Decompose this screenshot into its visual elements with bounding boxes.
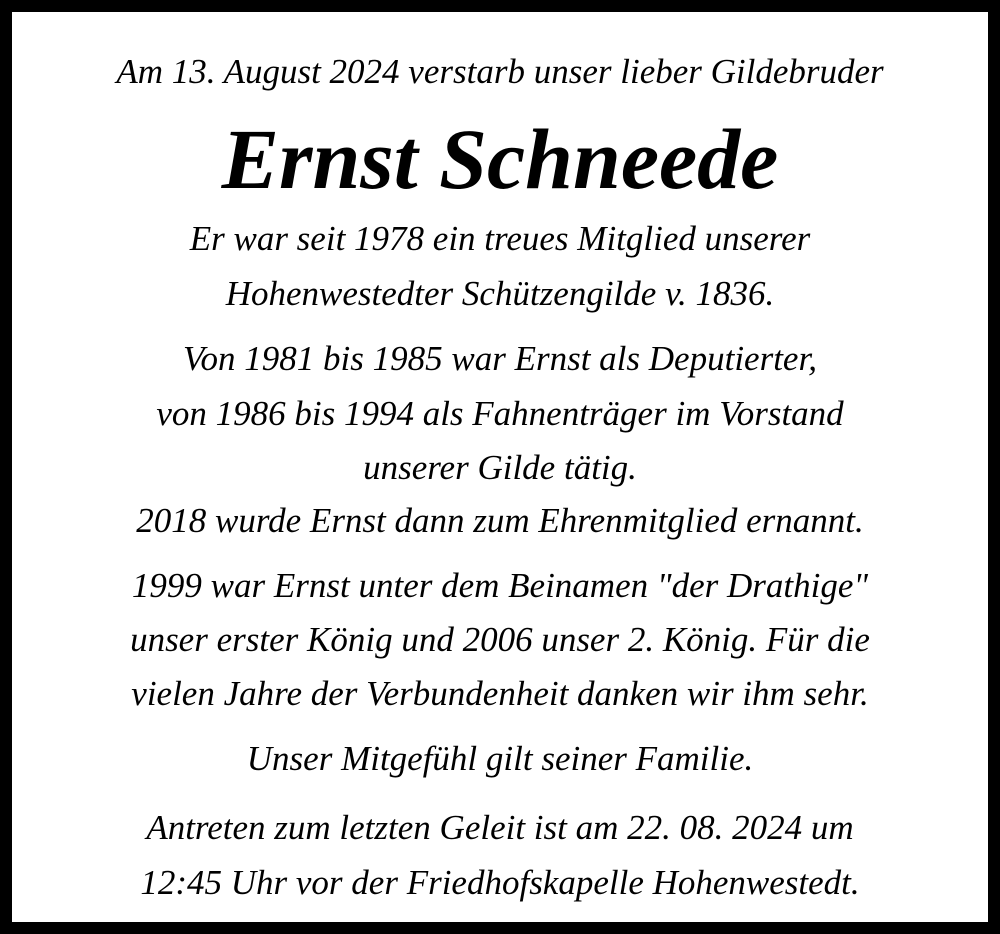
offices-line-4: 2018 wurde Ernst dann zum Ehrenmitglied ernannt. <box>136 501 864 540</box>
kingship-line-2: unser erster König und 2006 unser 2. König. Für die <box>130 620 870 659</box>
kingship-line-1: 1999 war Ernst unter dem Beinamen "der Drathige" <box>131 566 869 605</box>
offices-line-1: Von 1981 bis 1985 war Ernst als Deputierter, <box>183 339 817 378</box>
kingship-line-3: vielen Jahre der Verbundenheit danken wir ihm sehr. <box>131 674 869 713</box>
offices-line-3: unserer Gilde tätig. <box>363 448 637 487</box>
condolence-line: Unser Mitgefühl gilt seiner Familie. <box>246 739 754 778</box>
funeral-line-1: Antreten zum letzten Geleit ist am 22. 08. 2024 um <box>146 808 854 847</box>
offices-line-2: von 1986 bis 1994 als Fahnenträger im Vorstand <box>156 394 844 433</box>
funeral-line-2: 12:45 Uhr vor der Friedhofskapelle Hohenwestedt. <box>140 863 860 902</box>
intro-line: Am 13. August 2024 verstarb unser lieber Gildebruder <box>116 52 884 91</box>
deceased-name: Ernst Schneede <box>221 111 779 207</box>
membership-line-1: Er war seit 1978 ein treues Mitglied unserer <box>189 219 811 258</box>
membership-line-2: Hohenwestedter Schützengilde v. 1836. <box>225 274 775 313</box>
